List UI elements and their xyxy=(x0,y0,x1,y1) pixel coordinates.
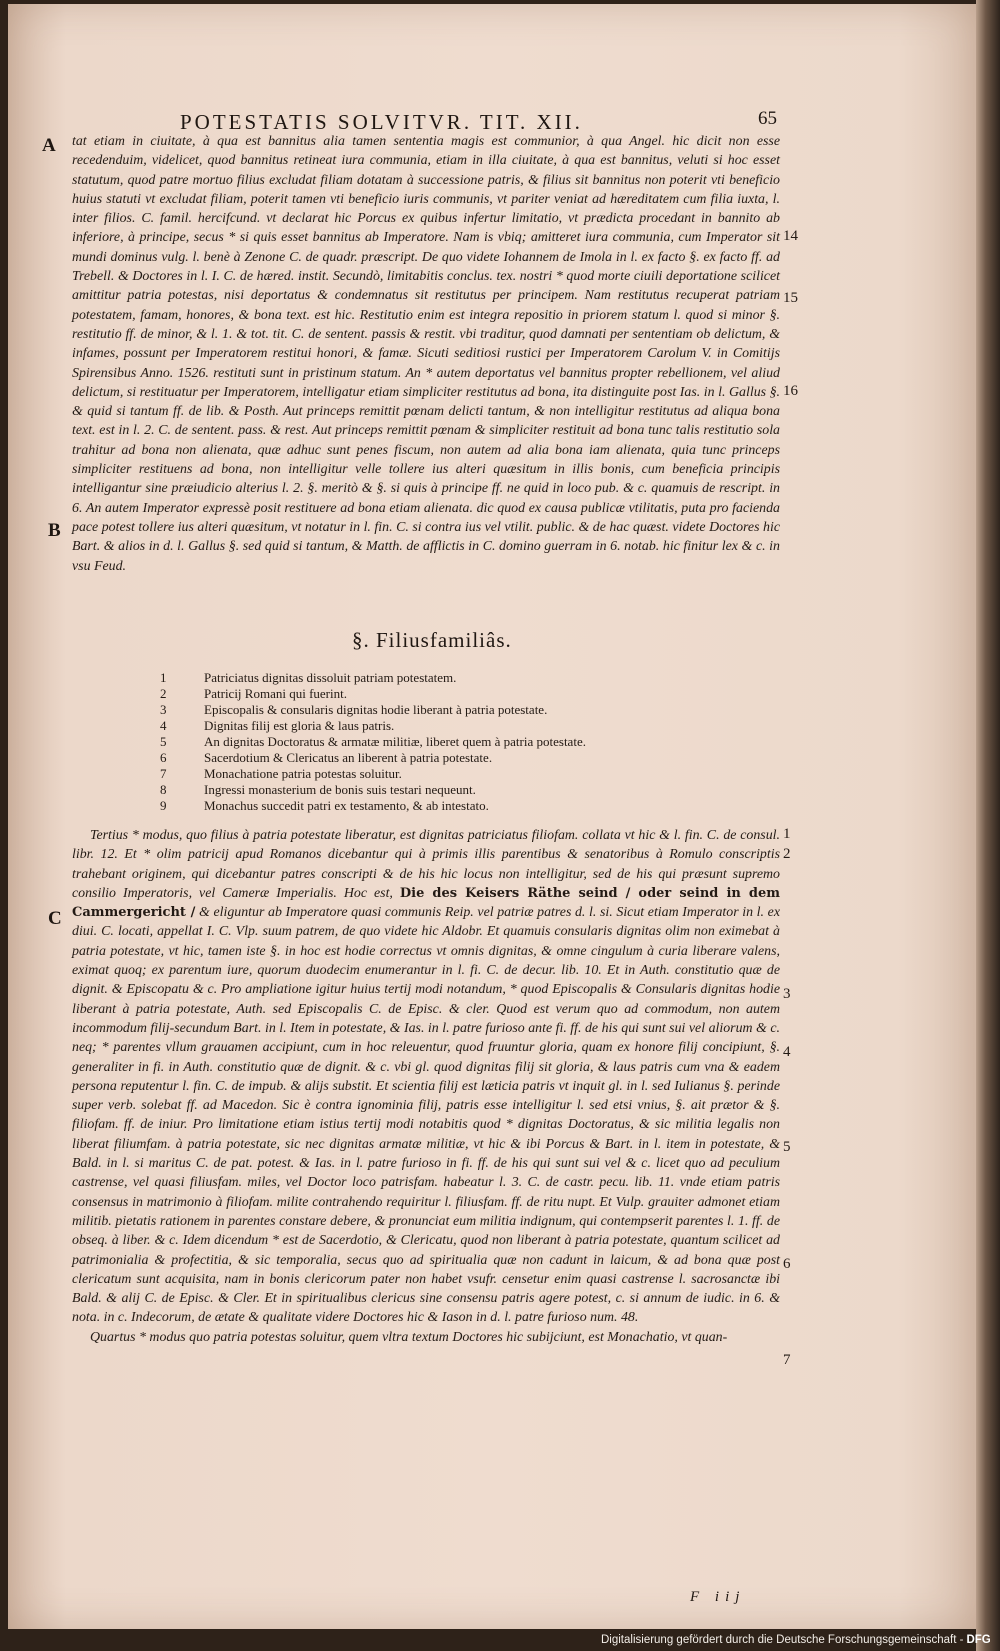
marginal-number: 2 xyxy=(783,846,791,862)
summary-number: 1 xyxy=(160,670,167,685)
summary-text: Dignitas filij est gloria & laus patris. xyxy=(204,718,395,733)
footer-text: Digitalisierung gefördert durch die Deutsche Forschungsgemeinschaft - xyxy=(601,1634,964,1646)
summary-list xyxy=(160,670,720,814)
summary-item xyxy=(160,702,720,718)
summary-text: Monachus succedit patri ex testamento, & ab intestato. xyxy=(204,798,489,813)
summary-number: 3 xyxy=(160,702,167,717)
summary-text: Episcopalis & consularis dignitas hodie liberant à patria potestate. xyxy=(204,702,548,717)
marginal-number: 5 xyxy=(783,1139,791,1155)
paragraph-c xyxy=(72,826,780,1328)
summary-text: Sacerdotium & Clericatus an liberent à patria potestate. xyxy=(204,750,493,765)
margin-letter-c: C xyxy=(48,908,62,929)
marginal-number: 14 xyxy=(783,228,798,244)
summary-item xyxy=(160,670,720,686)
paragraph-c-text-2: & eliguntur ab Imperatore quasi communis Reip. vel patriæ patres d. l. si. Sicut etiam Imperator in l. ex diui. C. locati, appellat I. C. Vlp. suum patrem, de quo videte hic Aldobr. Et quamuis consularis dignitas olim non eximebat à patria potestate, vt hic, tamen iste §. in hoc est hodie correctus vt omnis dignitas, & omne cingulum à curia liberare valens, eximat quoq; ex parentum iure, quorum duodecim enumerantur in l. fi. C. de decur. lib. 10. Et in Auth. constitutio quæ de dignit. & Episcopatu & c. Pro ampliatione igitur huius tertij modi notandum, * quod Episcopalis & Consularis dignitas hodie liberant à patria potestate, Auth. sed Episcopalis C. de Episc. & cler. Quod est verum quo ad commodum, non autem incommodum filij-secundum Bart. in l. Item in potestate, & Ias. in l. patre furioso ante fi. ff. de his qui sunt sui vel aliorum & c. neq; * parentes vllum grauamen accipiunt, cum in hoc releuentur, quod fruuntur gloria, quam ex honore filij concipiunt, §. generaliter in fi. in Auth. constitutio quæ de dignit. & c. vbi gl. quod dignitas filij sit gloria, & laus patris cum vna & eadem persona reputentur l. fin. C. de impub. & alijs substit. Et scientia filij est læticia patris vt inquit gl. in l. sed Iulianus §. perinde super verb. solebat ff. ad Macedon. Sic è contra ignominia filij, patris esse intelligitur l. sed etsi vnius, §. ait prætor & §. filiofam. ff. de iniur. Pro limitatione etiam istius tertij modi notabitis quod * dignitas Doctoratus, & sic militia legalis non liberat filiumfam. à patria potestate, sic nec dignitas armatæ militiæ, vt hic & ibi Porcus & Bart. in l. item in potestate, & Bald. in l. si maritus C. de pat. potest. & Ias. in l. patre furioso in fi. ff. de his qui sunt sui vel & c. licet quo ad peculium castrense, vel quasi filiusfam. miles, vel Doctor loco patrisfam. habeatur l. 3. C. de castr. pecu. lib. 11. vnde etiam patris consensus in matrimonio à filiofam. milite contrahendo requiritur l. filiusfam. ff. de ritu nupt. Et Vulp. grauiter admonet etiam militib. pietatis rationem in parentes constare debere, & pronunciat eum militia indignum, qui contempserit parentes l. 1. ff. de obseq. à liber. & c. Idem dicendum * est de Sacerdotio, & Clericatu, quod non liberant à patria potestate, quantum scilicet ad patrimonialia & profectitia, & sic temporalia, secus quo ad spiritualia quæ non cadunt in laicum, & ad bona quæ post clericatum sunt acquisita, nam in bonis clericorum pater non habet vsufr. censetur enim quasi castrense l. sacrosanctæ ibi Bald. & alij C. de Episc. & Cler. Et in spiritualibus clericus sine consensu patris agere potest, c. si annum de iudic. in 6. & nota. in c. Indecorum, de ætate & qualitate videre Doctores hic & Iason in d. l. patre furioso num. 48. xyxy=(72,905,780,1326)
paragraph-c-text-1: Tertius * modus, quo filius à patria potestate liberatur, est dignitas patriciatus filiofam. collata vt hic & l. fin. C. de consul. libr. 12. Et * olim patricij apud Romanos dicebantur qui à primis illis parentibus & senatoribus à Romulo conscriptis trahebant originem, qui dicebantur patres conscripti & de his hic locus non intelligitur, sed de his qui præsunt supremo consilio Imperatoris, vel Cameræ Imperialis. Hoc est, xyxy=(72,828,780,901)
marginal-number: 6 xyxy=(783,1256,791,1272)
german-fraktur-phrase: Die des Keisers Räthe seind / oder seind in dem Cammergericht / xyxy=(72,885,780,921)
summary-text: Monachatione patria potestas soluitur. xyxy=(204,766,402,781)
summary-item xyxy=(160,750,720,766)
summary-number: 2 xyxy=(160,686,167,701)
summary-number: 5 xyxy=(160,734,167,749)
folio-number: 65 xyxy=(758,108,777,129)
summary-number: 8 xyxy=(160,782,167,797)
book-edge xyxy=(976,0,1000,1651)
summary-number: 6 xyxy=(160,750,167,765)
paragraph-quartus: Quartus * modus quo patria potestas soluitur, quem vltra textum Doctores hic subijciunt, est Monachatio, vt quan- xyxy=(90,1329,728,1345)
summary-item xyxy=(160,718,720,734)
summary-item xyxy=(160,734,720,750)
text-block-c xyxy=(72,826,780,1586)
margin-letter-a: A xyxy=(42,135,56,156)
signature-mark: F iij xyxy=(690,1589,746,1605)
marginal-number: 16 xyxy=(783,383,798,399)
summary-number: 9 xyxy=(160,798,167,813)
summary-item xyxy=(160,782,720,798)
running-head: POTESTATIS SOLVITVR. TIT. XII. xyxy=(180,110,583,134)
marginal-number: 15 xyxy=(783,290,798,306)
summary-text: Ingressi monasterium de bonis suis testari nequeunt. xyxy=(204,782,476,797)
marginal-number: 4 xyxy=(783,1044,791,1060)
summary-item xyxy=(160,798,720,814)
paragraph-a: tat etiam in ciuitate, à qua est bannitus alia tamen sententia magis est communior, à qua Angel. hic dicit non esse recedenduim, videlicet, quod bannitus retineat iura communia, etiam in illa ciuitate, à qua est bannitus, veluti si hoc esset statutum, quod patre mortuo filius excludat filiam dotatam à successione patris, & filius sit bannitus non poterit vti beneficio huius statuti vt excludat filiam, poterit tamen vti beneficio iuris communis, vt pariter veniat ad hæreditatem cum filia iuxta, l. inter filios. C. famil. hercifcund. vt declarat hic Porcus ex quibus infertur limitatio, vt prædicta procedant in bannito ab inferiore, à principe, secus * si quis esset bannitus ab Imperatore. Nam is vbiq; amitteret iura communia, cum Imperator sit mundi dominus vulg. l. benè à Zenone C. de quadr. præscript. De quo videte Iohannem de Imola in l. ex facto §. ex facto ff. ad Trebell. & Doctores in l. I. C. de hæred. instit. Secundò, limitabitis conclus. tex. nostri * quod morte ciuili deportatione scilicet amittitur patria potestas, nisi deportatus & condemnatus sit restitutus per principem. Nam restitutus recuperat patriam potestatem, famam, honores, & bona text. est hic. Restitutio enim est integra repositio in priorem statum l. quod si minor §. restitutio ff. de minor, & l. 1. & tot. tit. C. de sentent. passis & restit. vbi traditur, quod damnati per sententiam ob delictum, & infames, possunt per Imperatorem restitui honori, & famæ. Sicuti seditiosi rustici per Imperatorem Carolum V. in Comitijs Spirensibus Anno. 1526. restituti sunt in pristinum statum. An * autem deportatus vel bannitus propter rebellionem, vel aliud delictum, si restituatur per Imperatorem, intelligatur etiam simpliciter restitutus ad bona, ita distinguite post Ias. in l. Gallus §. & quid si tantum ff. de lib. & Posth. Aut princeps remittit pœnam delicti tantum, & non intelligitur restitutus ad aliqua bona text. est in l. 2. C. de sentent. pass. & rest. Aut princeps remittit pœnam & simpliciter restituit ad bona tunc talis restitutio sola trahitur ad bona non alienata, quæ adhuc sunt penes fiscum, non autem ad alia bona iam alienata, quia tunc princeps simpliciter restituens ad bona, non intelligitur velle tollere ius alteri quæsitum in illis bonis, cum beneficia principis intelligantur sine præiudicio alterius l. 2. §. meritò & §. si quis à principe ff. ne quid in loco pub. & c. quamuis de rescript. in 6. An autem Imperator expressè posit restituere ad bona etiam alienata. dic quod ex causa publicæ vtilitatis, puta pro facienda pace potest tollere ius alteri quæsitum, vt notatur in l. fin. C. si contra ius vel vtilit. public. & de hac quæst. videte Doctores hic Bart. & alios in d. l. Gallus §. sed quid si tantum, & Matth. de afflictis in C. domino guerram in 6. notab. hic finitur lex & c. in vsu Feud. xyxy=(72,134,780,574)
section-title: §. Filiusfamiliâs. xyxy=(352,628,512,652)
summary-item xyxy=(160,766,720,782)
marginal-number: 7 xyxy=(783,1352,791,1368)
summary-number: 7 xyxy=(160,766,167,781)
dfg-logo-icon: DFG xyxy=(966,1634,991,1646)
marginal-number: 1 xyxy=(783,826,791,842)
text-block-a xyxy=(72,132,780,602)
summary-number: 4 xyxy=(160,718,167,733)
summary-text: An dignitas Doctoratus & armatæ militiæ, liberet quem à patria potestate. xyxy=(204,734,586,749)
summary-item xyxy=(160,686,720,702)
summary-text: Patricij Romani qui fuerint. xyxy=(204,686,347,701)
marginal-number: 3 xyxy=(783,986,791,1002)
digitization-footer xyxy=(601,1630,1000,1651)
margin-letter-b: B xyxy=(48,520,61,541)
summary-text: Patriciatus dignitas dissoluit patriam potestatem. xyxy=(204,670,457,685)
